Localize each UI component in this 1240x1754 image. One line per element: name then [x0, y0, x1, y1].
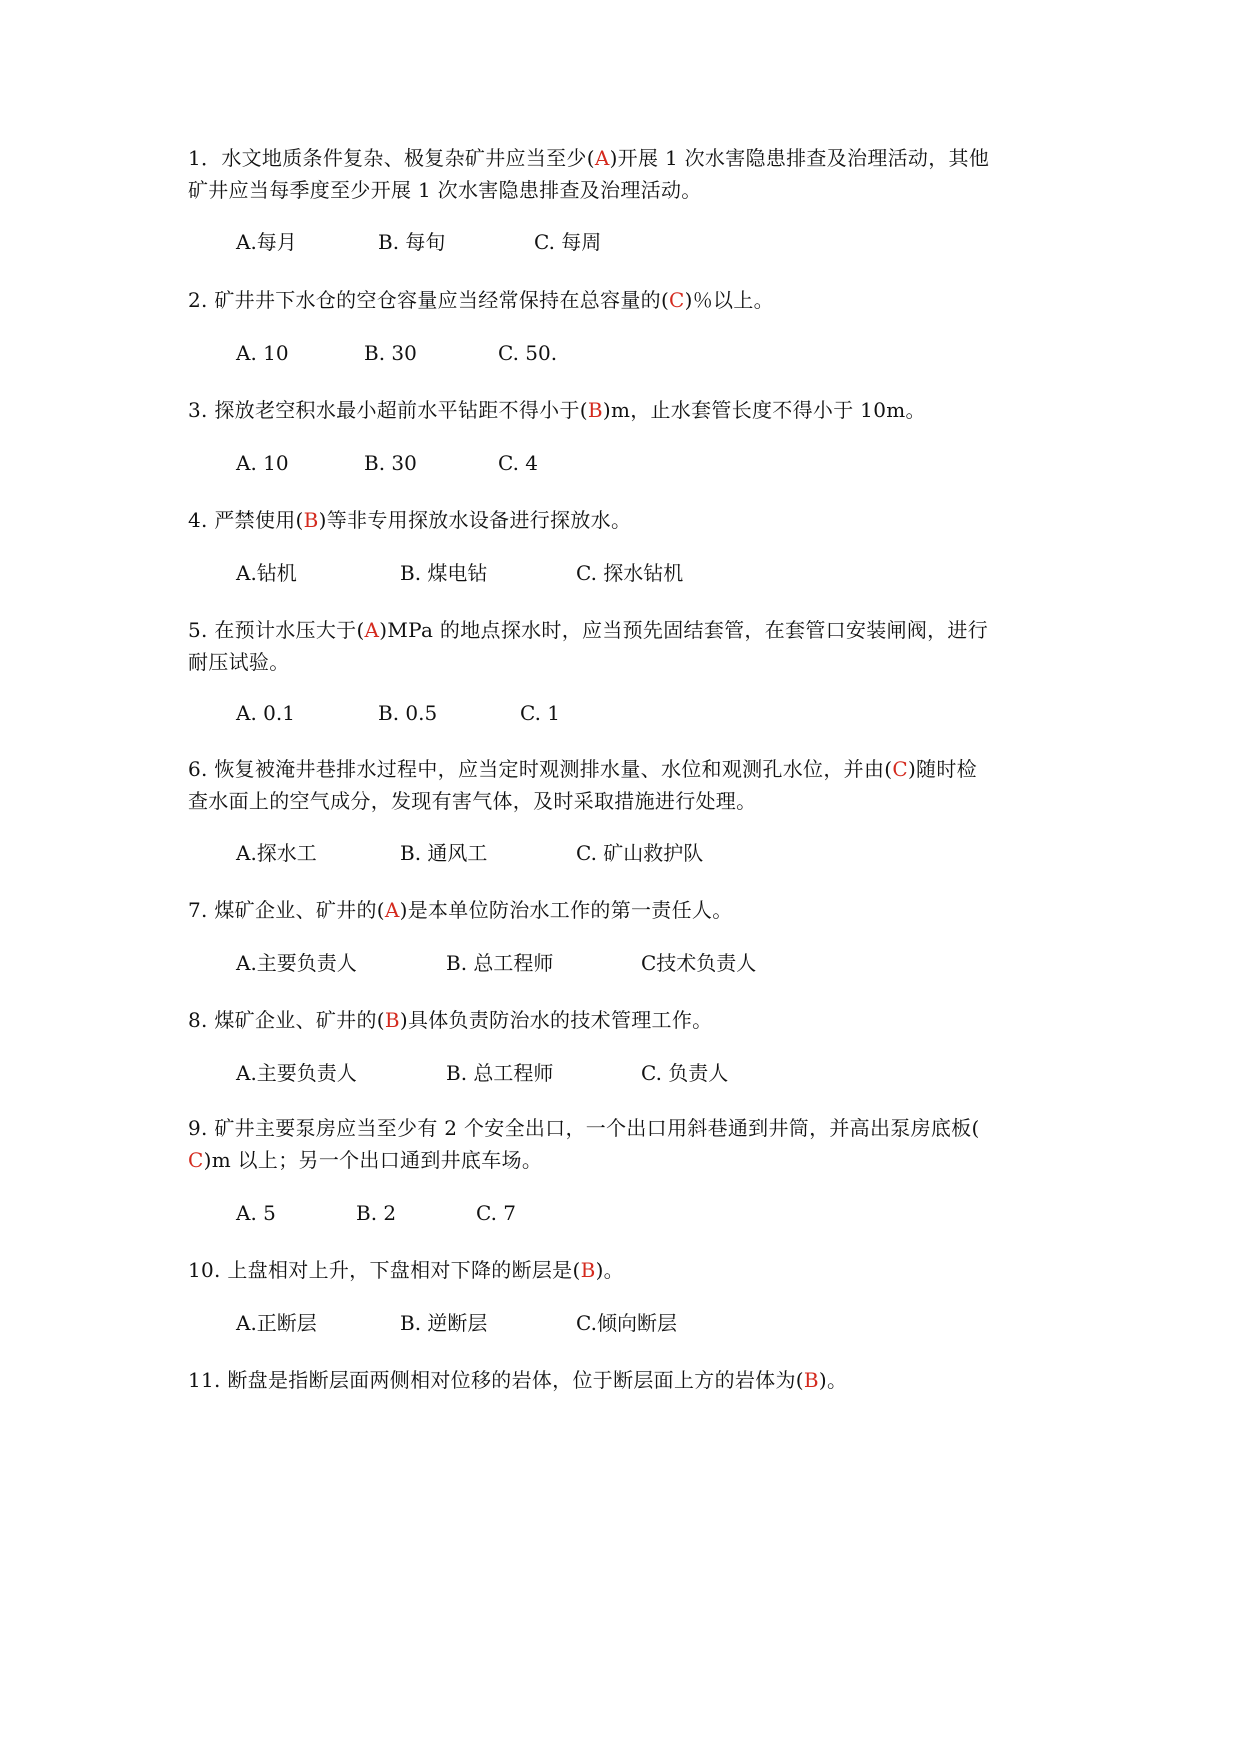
option-item: B. 2 — [356, 1201, 397, 1225]
question-text: 2. 矿井井下水仓的空仓容量应当经常保持在总容量的( — [188, 288, 670, 312]
question-text: )具体负责防治水的技术管理工作。 — [399, 1008, 713, 1032]
option-item: C. 负责人 — [641, 1061, 729, 1085]
option-item: C. 探水钻机 — [576, 561, 684, 585]
question-text: )。 — [818, 1368, 848, 1392]
option-item: A. 0.1 — [236, 701, 295, 725]
option-item: B. 逆断层 — [400, 1311, 488, 1335]
answer-mark: C — [892, 757, 908, 781]
option-item: A. 5 — [236, 1201, 276, 1225]
question-text: 1．水文地质条件复杂、极复杂矿井应当至少( — [188, 146, 595, 170]
option-item: C. 4 — [498, 451, 539, 475]
question-text: 矿井应当每季度至少开展 1 次水害隐患排查及治理活动。 — [188, 178, 702, 202]
answer-mark: B — [384, 1008, 400, 1032]
answer-mark: A — [364, 618, 380, 642]
answer-mark: B — [803, 1368, 819, 1392]
option-item: B. 0.5 — [378, 701, 438, 725]
option-item: A.每月 — [236, 230, 297, 254]
question-text: 耐压试验。 — [188, 650, 290, 674]
option-item: A.主要负责人 — [236, 1061, 357, 1085]
question-text: )m，止水套管长度不得小于 10m。 — [602, 398, 926, 422]
question-line — [188, 1116, 980, 1140]
question-text: 6. 恢复被淹井巷排水过程中，应当定时观测排水量、水位和观测孔水位，并由( — [188, 757, 893, 781]
question-line — [188, 508, 631, 532]
option-item: B. 通风工 — [400, 841, 488, 865]
question-text: )开展 1 次水害隐患排查及治理活动，其他 — [609, 146, 990, 170]
question-line — [188, 650, 290, 674]
option-item: C. 50. — [498, 341, 558, 365]
option-item: A. 10 — [236, 341, 289, 365]
option-item: C技术负责人 — [641, 951, 757, 975]
option-item: A.探水工 — [236, 841, 317, 865]
question-text: 3. 探放老空积水最小超前水平钻距不得小于( — [188, 398, 588, 422]
question-line — [188, 288, 774, 312]
option-item: B. 30 — [364, 341, 417, 365]
option-item: A.主要负责人 — [236, 951, 357, 975]
question-text: 11. 断盘是指断层面两侧相对位移的岩体，位于断层面上方的岩体为( — [188, 1368, 804, 1392]
option-item: C. 7 — [476, 1201, 517, 1225]
question-text: )MPa 的地点探水时，应当预先固结套管，在套管口安装闸阀，进行 — [379, 618, 989, 642]
question-text: 9. 矿井主要泵房应当至少有 2 个安全出口，一个出口用斜巷通到井筒，并高出泵房底板( — [188, 1116, 980, 1140]
question-text: 5. 在预计水压大于( — [188, 618, 365, 642]
question-text: )等非专用探放水设备进行探放水。 — [318, 508, 632, 532]
question-text: )是本单位防治水工作的第一责任人。 — [399, 898, 733, 922]
question-text: 7. 煤矿企业、矿井的( — [188, 898, 385, 922]
question-text: )％以上。 — [684, 288, 774, 312]
question-line — [188, 398, 926, 422]
option-item: A.正断层 — [236, 1311, 317, 1335]
question-text: )m 以上；另一个出口通到井底车场。 — [203, 1148, 543, 1172]
option-item: C. 1 — [520, 701, 561, 725]
question-line — [188, 618, 988, 642]
option-item: C.倾向断层 — [576, 1311, 677, 1335]
question-line — [188, 146, 989, 170]
question-line — [188, 1008, 712, 1032]
answer-mark: A — [384, 898, 400, 922]
question-text: )。 — [595, 1258, 624, 1282]
answer-mark: B — [303, 508, 319, 532]
question-line — [188, 1258, 624, 1282]
option-item: B. 总工程师 — [446, 951, 554, 975]
question-text: 查水面上的空气成分，发现有害气体，及时采取措施进行处理。 — [188, 789, 757, 813]
question-text: )随时检 — [907, 757, 977, 781]
question-text: 8. 煤矿企业、矿井的( — [188, 1008, 385, 1032]
answer-mark: C — [669, 288, 685, 312]
option-item: C. 每周 — [534, 230, 602, 254]
question-text: 4. 严禁使用( — [188, 508, 304, 532]
option-item: B. 煤电钻 — [400, 561, 488, 585]
answer-mark: A — [594, 146, 610, 170]
question-line — [188, 1148, 542, 1172]
question-line — [188, 789, 756, 813]
option-item: C. 矿山救护队 — [576, 841, 704, 865]
option-item: B. 每旬 — [378, 230, 446, 254]
answer-mark: B — [580, 1258, 596, 1282]
question-line — [188, 757, 977, 781]
question-line — [188, 1368, 847, 1392]
option-item: A. 10 — [236, 451, 289, 475]
option-item: B. 总工程师 — [446, 1061, 554, 1085]
question-line — [188, 898, 733, 922]
option-item: A.钻机 — [236, 561, 297, 585]
question-text: 10. 上盘相对上升，下盘相对下降的断层是( — [188, 1258, 581, 1282]
answer-mark: C — [188, 1148, 204, 1172]
answer-mark: B — [587, 398, 603, 422]
question-line — [188, 178, 702, 202]
option-item: B. 30 — [364, 451, 417, 475]
